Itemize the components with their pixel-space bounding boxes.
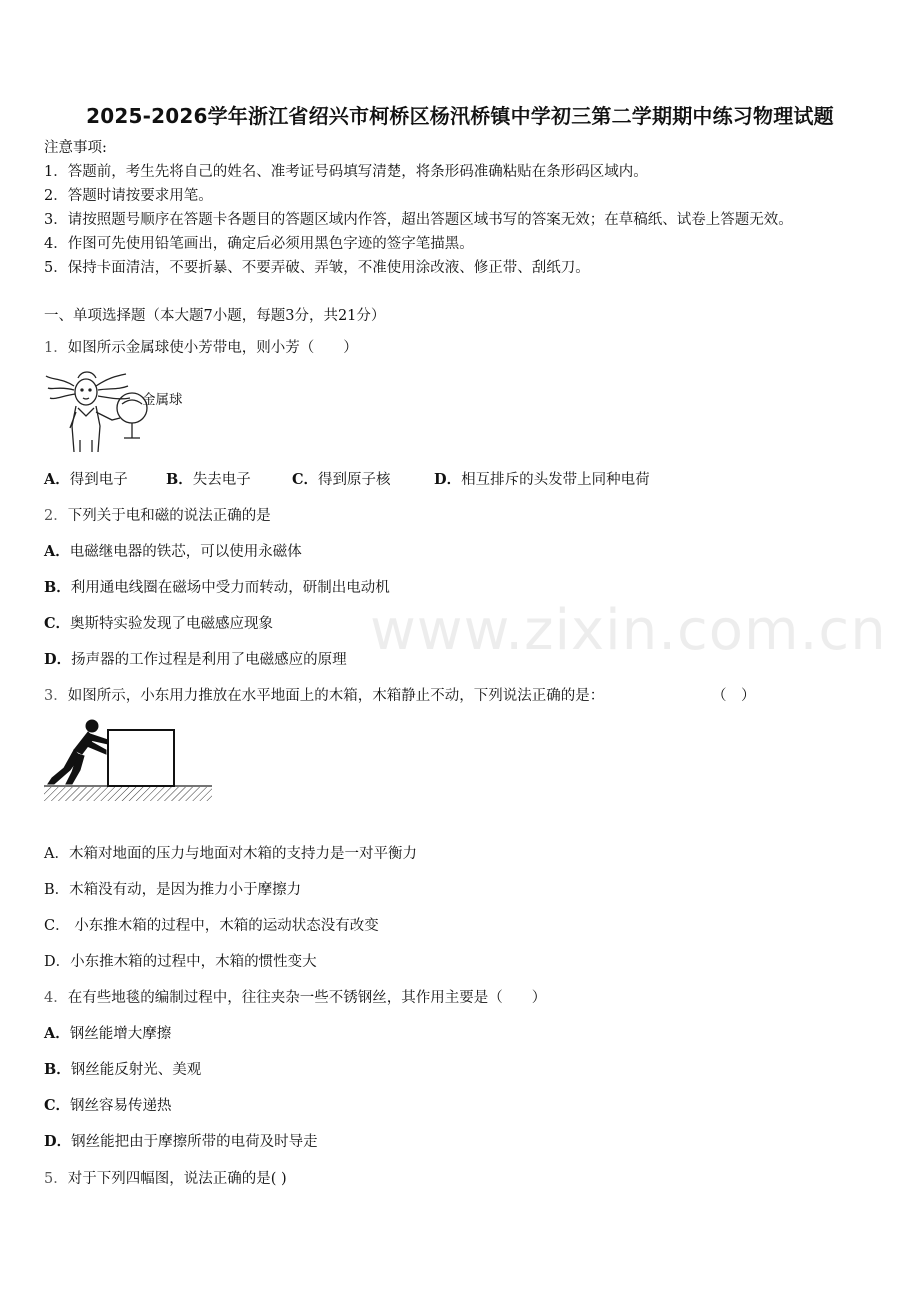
option-a: [44, 542, 302, 562]
note-item: 2．答题时请按要求用笔。: [44, 188, 213, 204]
question-number: 5．: [44, 1171, 68, 1187]
option-letter: C．: [44, 1097, 71, 1114]
option-text: 钢丝容易传递热: [70, 1098, 172, 1114]
option-c: [44, 1096, 172, 1116]
option-text: 钢丝能增大摩擦: [69, 1026, 172, 1042]
option-d: [44, 650, 347, 670]
note-item: 5．保持卡面清洁，不要折暴、不要弄破、弄皱，不准使用涂改液、修正带、刮纸刀。: [44, 260, 590, 276]
option-letter: C．: [44, 615, 71, 632]
notes-heading: 注意事项:: [44, 140, 107, 156]
option-text: 相互排斥的头发带上同种电荷: [461, 472, 650, 488]
note-item: 1．答题前，考生先将自己的姓名、准考证号码填写清楚，将条形码准确粘贴在条形码区域内。: [44, 164, 648, 180]
q1-options-row: [44, 470, 650, 490]
option-letter: C．: [292, 471, 319, 488]
question-1: [44, 338, 358, 358]
option-text: 电磁继电器的铁芯，可以使用永磁体: [69, 544, 302, 560]
option-c: [44, 916, 379, 936]
option-text: 失去电子: [192, 472, 251, 488]
question-stem: 在有些地毯的编制过程中，往往夹杂一些不锈钢丝，其作用主要是（ ）: [67, 990, 547, 1006]
option-letter: A．: [44, 471, 70, 488]
option-letter: D．: [44, 1133, 72, 1150]
option-letter: B．: [44, 882, 70, 898]
note-item: 3．请按照题号顺序在答题卡各题目的答题区域内作答，超出答题区域书写的答案无效；在草稿纸、试卷上答题无效。: [44, 212, 793, 228]
option-letter: C．: [44, 918, 70, 934]
question-stem: 下列关于电和磁的说法正确的是: [67, 508, 271, 524]
question-number: 2．: [44, 508, 68, 524]
option-d: [434, 472, 650, 488]
figure-label: 金属球: [142, 392, 183, 408]
option-d: [44, 1132, 318, 1152]
option-text: 奥斯特实验发现了电磁感应现象: [70, 616, 274, 632]
page-title: 2025-2026学年浙江省绍兴市柯桥区杨汛桥镇中学初三第二学期期中练习物理试题: [86, 104, 834, 128]
watermark: www.zixin.com.cn: [370, 598, 887, 663]
question-number: 3．: [44, 688, 68, 704]
option-text: 小东推木箱的过程中，木箱的惯性变大: [70, 954, 317, 970]
option-d: [44, 952, 317, 972]
option-text: 钢丝能反射光、美观: [70, 1062, 202, 1078]
option-text: 小东推木箱的过程中，木箱的运动状态没有改变: [69, 918, 379, 934]
question-stem: 如图所示，小东用力推放在水平地面上的木箱，木箱静止不动，下列说法正确的是：: [67, 688, 605, 704]
question-3: [44, 686, 604, 706]
question-number: 1．: [44, 340, 68, 356]
option-text: 钢丝能把由于摩擦所带的电荷及时导走: [71, 1134, 318, 1150]
question-4: [44, 988, 546, 1008]
option-text: 得到原子核: [318, 472, 391, 488]
question-stem: 对于下列四幅图，说法正确的是( ): [67, 1171, 287, 1187]
option-a: [44, 844, 417, 864]
option-b: [166, 470, 292, 490]
option-text: 利用通电线圈在磁场中受力而转动，研制出电动机: [70, 580, 390, 596]
option-b: [44, 1060, 201, 1080]
person-pushing-box-figure: [44, 716, 214, 806]
answer-bracket: （ ）: [712, 688, 756, 704]
option-letter: A．: [44, 846, 69, 862]
question-stem: 如图所示金属球使小芳带电，则小芳（ ）: [67, 340, 358, 356]
option-letter: D．: [44, 954, 71, 970]
option-text: 得到电子: [69, 472, 128, 488]
option-c: [44, 614, 273, 634]
girl-metal-ball-figure: [44, 368, 204, 456]
option-b: [44, 880, 301, 900]
option-letter: A．: [44, 543, 70, 560]
option-text: 木箱没有动，是因为推力小于摩擦力: [69, 882, 302, 898]
section-heading: 一、单项选择题（本大题7小题，每题3分，共21分）: [44, 308, 386, 324]
note-item: 4．作图可先使用铅笔画出，确定后必须用黑色字迹的签字笔描黑。: [44, 236, 474, 252]
option-text: 木箱对地面的压力与地面对木箱的支持力是一对平衡力: [68, 846, 417, 862]
option-letter: B．: [44, 579, 71, 596]
option-a: [44, 1024, 171, 1044]
question-number: 4．: [44, 990, 68, 1006]
question-5: [44, 1169, 287, 1189]
option-letter: A．: [44, 1025, 70, 1042]
option-b: [44, 578, 390, 598]
option-a: [44, 470, 166, 490]
option-letter: D．: [434, 471, 462, 488]
option-text: 扬声器的工作过程是利用了电磁感应的原理: [71, 652, 347, 668]
question-2: [44, 506, 271, 526]
option-letter: B．: [166, 471, 193, 488]
option-c: [292, 470, 434, 490]
option-letter: D．: [44, 651, 72, 668]
option-letter: B．: [44, 1061, 71, 1078]
